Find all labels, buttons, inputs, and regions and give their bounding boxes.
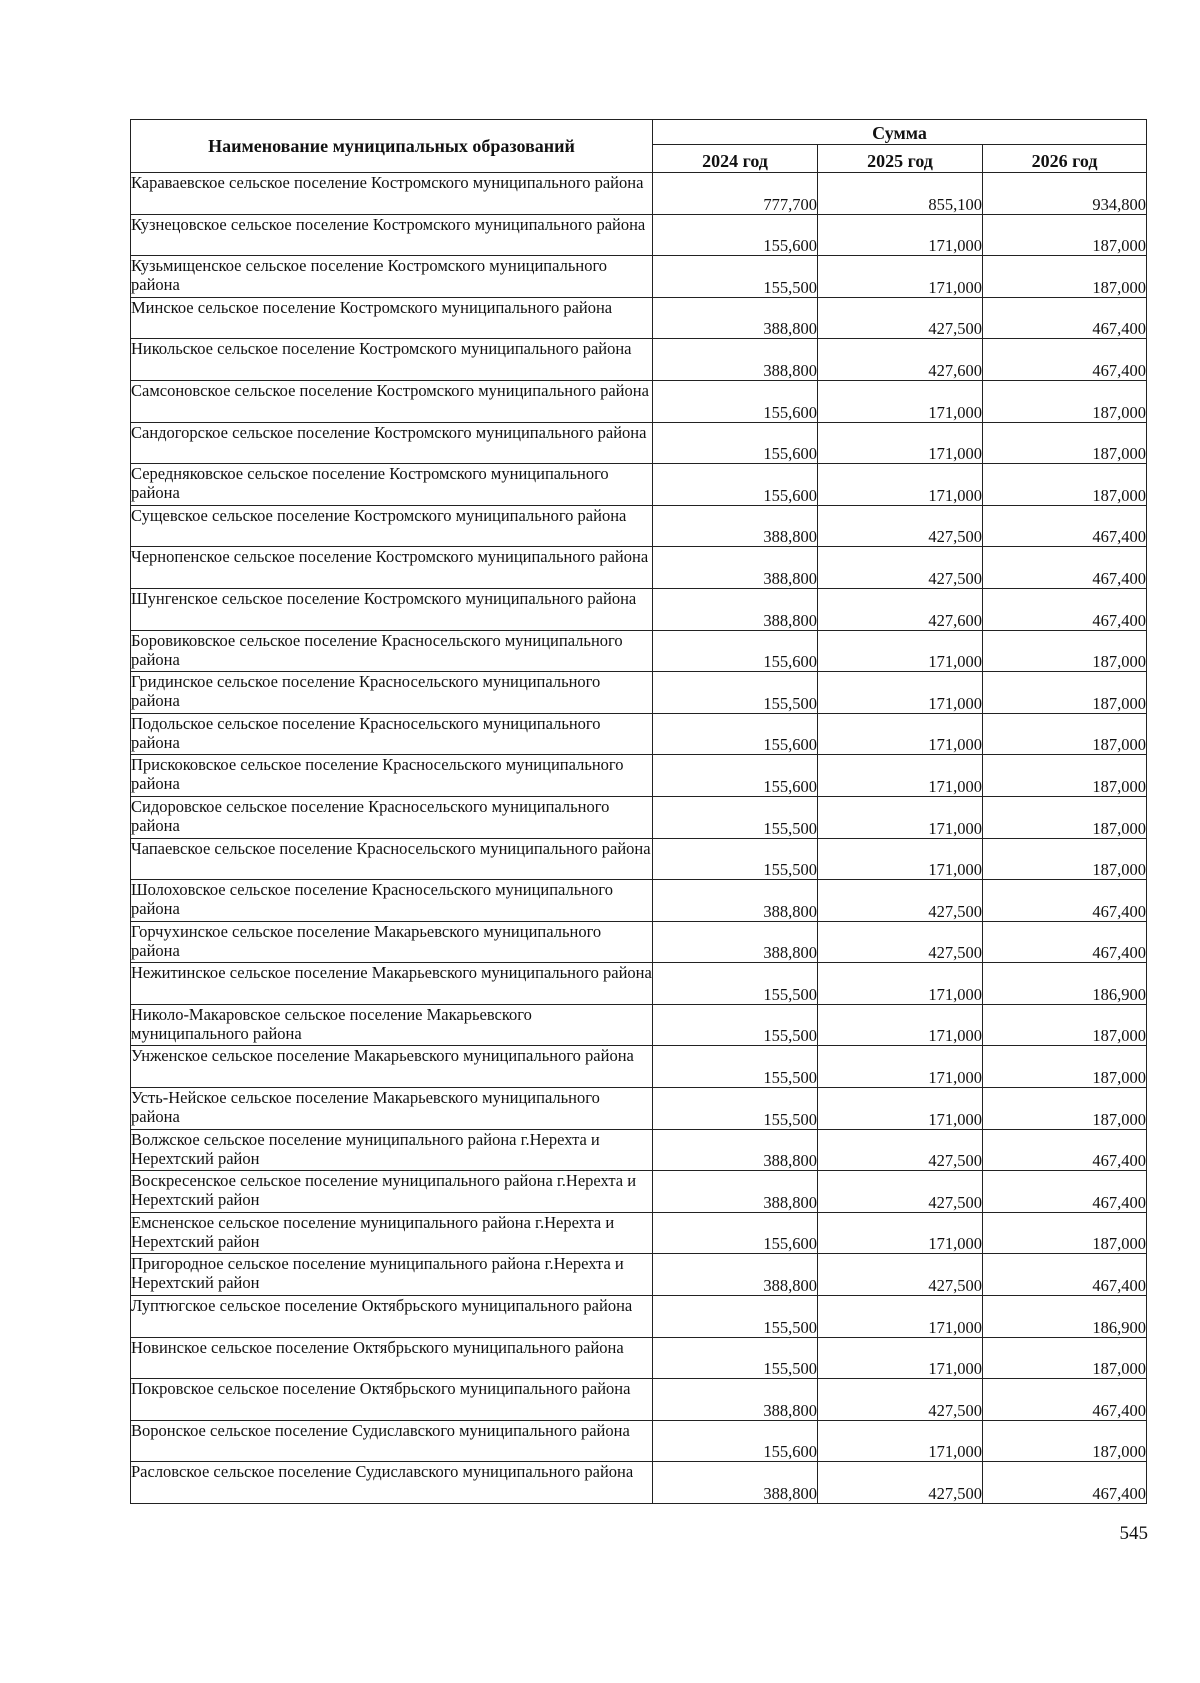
value-2024: 155,500 (653, 963, 818, 1005)
table-row (131, 796, 1147, 838)
value-2025: 427,500 (818, 1171, 983, 1213)
value-2024: 388,800 (653, 1171, 818, 1213)
table-row (131, 1004, 1147, 1046)
municipality-name: Шунгенское сельское поселение Костромского муниципального района (131, 588, 653, 630)
value-2025: 171,000 (818, 963, 983, 1005)
value-2025: 427,500 (818, 1254, 983, 1296)
value-2024: 155,500 (653, 1046, 818, 1088)
value-2024: 388,800 (653, 339, 818, 381)
table-row (131, 921, 1147, 963)
table-row (131, 1088, 1147, 1130)
municipality-name: Гридинское сельское поселение Красносельского муниципального района (131, 672, 653, 714)
value-2024: 155,500 (653, 838, 818, 880)
municipality-name: Покровское сельское поселение Октябрьского муниципального района (131, 1379, 653, 1421)
value-2024: 155,500 (653, 1337, 818, 1379)
table-row (131, 1296, 1147, 1338)
municipality-name: Новинское сельское поселение Октябрьского муниципального района (131, 1337, 653, 1379)
value-2024: 155,500 (653, 1004, 818, 1046)
value-2024: 777,700 (653, 173, 818, 215)
value-2025: 427,500 (818, 880, 983, 922)
table-row (131, 339, 1147, 381)
municipality-name: Сандогорское сельское поселение Костромского муниципального района (131, 422, 653, 464)
table-row (131, 380, 1147, 422)
value-2025: 427,500 (818, 547, 983, 589)
value-2024: 388,800 (653, 921, 818, 963)
value-2026: 187,000 (983, 1004, 1147, 1046)
table-row (131, 1337, 1147, 1379)
municipality-name: Боровиковское сельское поселение Красносельского муниципального района (131, 630, 653, 672)
value-2025: 427,500 (818, 1379, 983, 1421)
table-row (131, 588, 1147, 630)
value-2026: 187,000 (983, 630, 1147, 672)
value-2026: 187,000 (983, 755, 1147, 797)
value-2026: 467,400 (983, 588, 1147, 630)
value-2025: 171,000 (818, 464, 983, 506)
table-row (131, 755, 1147, 797)
municipality-name: Емсненское сельское поселение муниципального района г.Нерехта и Нерехтский район (131, 1212, 653, 1254)
value-2024: 388,800 (653, 1129, 818, 1171)
header-year-2025: 2025 год (818, 145, 983, 173)
municipality-name: Прискоковское сельское поселение Красносельского муниципального района (131, 755, 653, 797)
municipality-name: Волжское сельское поселение муниципального района г.Нерехта и Нерехтский район (131, 1129, 653, 1171)
value-2024: 155,500 (653, 672, 818, 714)
value-2024: 388,800 (653, 1379, 818, 1421)
value-2024: 388,800 (653, 588, 818, 630)
table-row (131, 1171, 1147, 1213)
value-2025: 171,000 (818, 1296, 983, 1338)
municipality-name: Унженское сельское поселение Макарьевского муниципального района (131, 1046, 653, 1088)
value-2026: 467,400 (983, 1379, 1147, 1421)
municipality-name: Минское сельское поселение Костромского муниципального района (131, 297, 653, 339)
value-2025: 427,500 (818, 1129, 983, 1171)
value-2025: 171,000 (818, 214, 983, 256)
value-2026: 187,000 (983, 422, 1147, 464)
value-2026: 467,400 (983, 1129, 1147, 1171)
header-year-2026: 2026 год (983, 145, 1147, 173)
value-2026: 187,000 (983, 796, 1147, 838)
table-header (131, 120, 1147, 173)
municipality-name: Кузьмищенское сельское поселение Костромского муниципального района (131, 256, 653, 298)
municipality-name: Караваевское сельское поселение Костромского муниципального района (131, 173, 653, 215)
value-2025: 171,000 (818, 1420, 983, 1462)
value-2026: 187,000 (983, 1420, 1147, 1462)
value-2024: 388,800 (653, 547, 818, 589)
value-2025: 427,500 (818, 505, 983, 547)
value-2026: 187,000 (983, 256, 1147, 298)
value-2024: 155,600 (653, 1212, 818, 1254)
value-2024: 155,500 (653, 1088, 818, 1130)
table-row (131, 672, 1147, 714)
value-2026: 187,000 (983, 713, 1147, 755)
table-row (131, 1379, 1147, 1421)
value-2025: 171,000 (818, 380, 983, 422)
value-2026: 187,000 (983, 214, 1147, 256)
value-2025: 171,000 (818, 838, 983, 880)
value-2026: 467,400 (983, 1462, 1147, 1504)
value-2025: 171,000 (818, 1212, 983, 1254)
value-2026: 187,000 (983, 1212, 1147, 1254)
table-row (131, 256, 1147, 298)
value-2024: 155,500 (653, 1296, 818, 1338)
municipality-name: Нежитинское сельское поселение Макарьевского муниципального района (131, 963, 653, 1005)
value-2024: 155,500 (653, 256, 818, 298)
value-2025: 171,000 (818, 1046, 983, 1088)
value-2026: 467,400 (983, 505, 1147, 547)
table-row (131, 173, 1147, 215)
table-row (131, 1420, 1147, 1462)
value-2025: 427,500 (818, 1462, 983, 1504)
value-2024: 155,500 (653, 796, 818, 838)
value-2024: 155,600 (653, 214, 818, 256)
value-2024: 388,800 (653, 880, 818, 922)
table-row (131, 422, 1147, 464)
municipality-name: Чернопенское сельское поселение Костромского муниципального района (131, 547, 653, 589)
table-row (131, 713, 1147, 755)
municipality-name: Подольское сельское поселение Красносельского муниципального района (131, 713, 653, 755)
value-2025: 427,500 (818, 297, 983, 339)
value-2026: 467,400 (983, 339, 1147, 381)
value-2024: 388,800 (653, 1462, 818, 1504)
municipality-name: Расловское сельское поселение Судиславского муниципального района (131, 1462, 653, 1504)
table-row (131, 505, 1147, 547)
table-row (131, 214, 1147, 256)
value-2025: 171,000 (818, 422, 983, 464)
value-2026: 187,000 (983, 1088, 1147, 1130)
municipality-name: Шолоховское сельское поселение Красносельского муниципального района (131, 880, 653, 922)
table-row (131, 1129, 1147, 1171)
value-2025: 171,000 (818, 256, 983, 298)
value-2025: 855,100 (818, 173, 983, 215)
value-2024: 155,600 (653, 713, 818, 755)
table-row (131, 838, 1147, 880)
value-2024: 155,600 (653, 630, 818, 672)
municipality-name: Воронское сельское поселение Судиславского муниципального района (131, 1420, 653, 1462)
table-row (131, 1046, 1147, 1088)
allocation-table (130, 119, 1147, 1504)
value-2025: 171,000 (818, 630, 983, 672)
municipality-name: Пригородное сельское поселение муниципального района г.Нерехта и Нерехтский район (131, 1254, 653, 1296)
municipality-name: Николо-Макаровское сельское поселение Макарьевского муниципального района (131, 1004, 653, 1046)
municipality-name: Луптюгское сельское поселение Октябрьского муниципального района (131, 1296, 653, 1338)
municipality-name: Сущевское сельское поселение Костромского муниципального района (131, 505, 653, 547)
value-2024: 155,600 (653, 422, 818, 464)
page-number: 545 (1119, 1523, 1148, 1544)
value-2026: 467,400 (983, 1254, 1147, 1296)
value-2025: 427,600 (818, 339, 983, 381)
value-2025: 171,000 (818, 1004, 983, 1046)
header-sum: Сумма (653, 120, 1147, 145)
table-body (131, 173, 1147, 1504)
value-2025: 427,600 (818, 588, 983, 630)
value-2024: 155,600 (653, 380, 818, 422)
table-row (131, 630, 1147, 672)
municipality-name: Сидоровское сельское поселение Красносельского муниципального района (131, 796, 653, 838)
value-2026: 467,400 (983, 547, 1147, 589)
value-2025: 171,000 (818, 796, 983, 838)
value-2025: 171,000 (818, 1337, 983, 1379)
value-2026: 187,000 (983, 380, 1147, 422)
value-2024: 155,600 (653, 1420, 818, 1462)
table-row (131, 547, 1147, 589)
table-row (131, 464, 1147, 506)
municipality-name: Воскресенское сельское поселение муниципального района г.Нерехта и Нерехтский район (131, 1171, 653, 1213)
value-2024: 388,800 (653, 1254, 818, 1296)
value-2025: 171,000 (818, 755, 983, 797)
value-2026: 186,900 (983, 1296, 1147, 1338)
value-2026: 187,000 (983, 1337, 1147, 1379)
municipality-name: Середняковское сельское поселение Костромского муниципального района (131, 464, 653, 506)
value-2026: 467,400 (983, 297, 1147, 339)
value-2024: 155,600 (653, 755, 818, 797)
value-2026: 186,900 (983, 963, 1147, 1005)
table-row (131, 1212, 1147, 1254)
municipality-name: Кузнецовское сельское поселение Костромского муниципального района (131, 214, 653, 256)
value-2026: 187,000 (983, 1046, 1147, 1088)
value-2026: 187,000 (983, 464, 1147, 506)
value-2026: 187,000 (983, 838, 1147, 880)
municipality-name: Горчухинское сельское поселение Макарьевского муниципального района (131, 921, 653, 963)
table-row (131, 963, 1147, 1005)
value-2026: 467,400 (983, 1171, 1147, 1213)
table-row (131, 1254, 1147, 1296)
value-2025: 171,000 (818, 1088, 983, 1130)
value-2025: 171,000 (818, 672, 983, 714)
value-2026: 467,400 (983, 880, 1147, 922)
value-2024: 388,800 (653, 505, 818, 547)
value-2024: 388,800 (653, 297, 818, 339)
value-2026: 934,800 (983, 173, 1147, 215)
header-name: Наименование муниципальных образований (131, 120, 653, 173)
table-row (131, 880, 1147, 922)
value-2026: 467,400 (983, 921, 1147, 963)
municipality-name: Чапаевское сельское поселение Красносельского муниципального района (131, 838, 653, 880)
table-row (131, 297, 1147, 339)
value-2025: 171,000 (818, 713, 983, 755)
value-2024: 155,600 (653, 464, 818, 506)
municipality-name: Самсоновское сельское поселение Костромского муниципального района (131, 380, 653, 422)
value-2026: 187,000 (983, 672, 1147, 714)
table-row (131, 1462, 1147, 1504)
value-2025: 427,500 (818, 921, 983, 963)
municipality-name: Никольское сельское поселение Костромского муниципального района (131, 339, 653, 381)
header-year-2024: 2024 год (653, 145, 818, 173)
municipality-name: Усть-Нейское сельское поселение Макарьевского муниципального района (131, 1088, 653, 1130)
